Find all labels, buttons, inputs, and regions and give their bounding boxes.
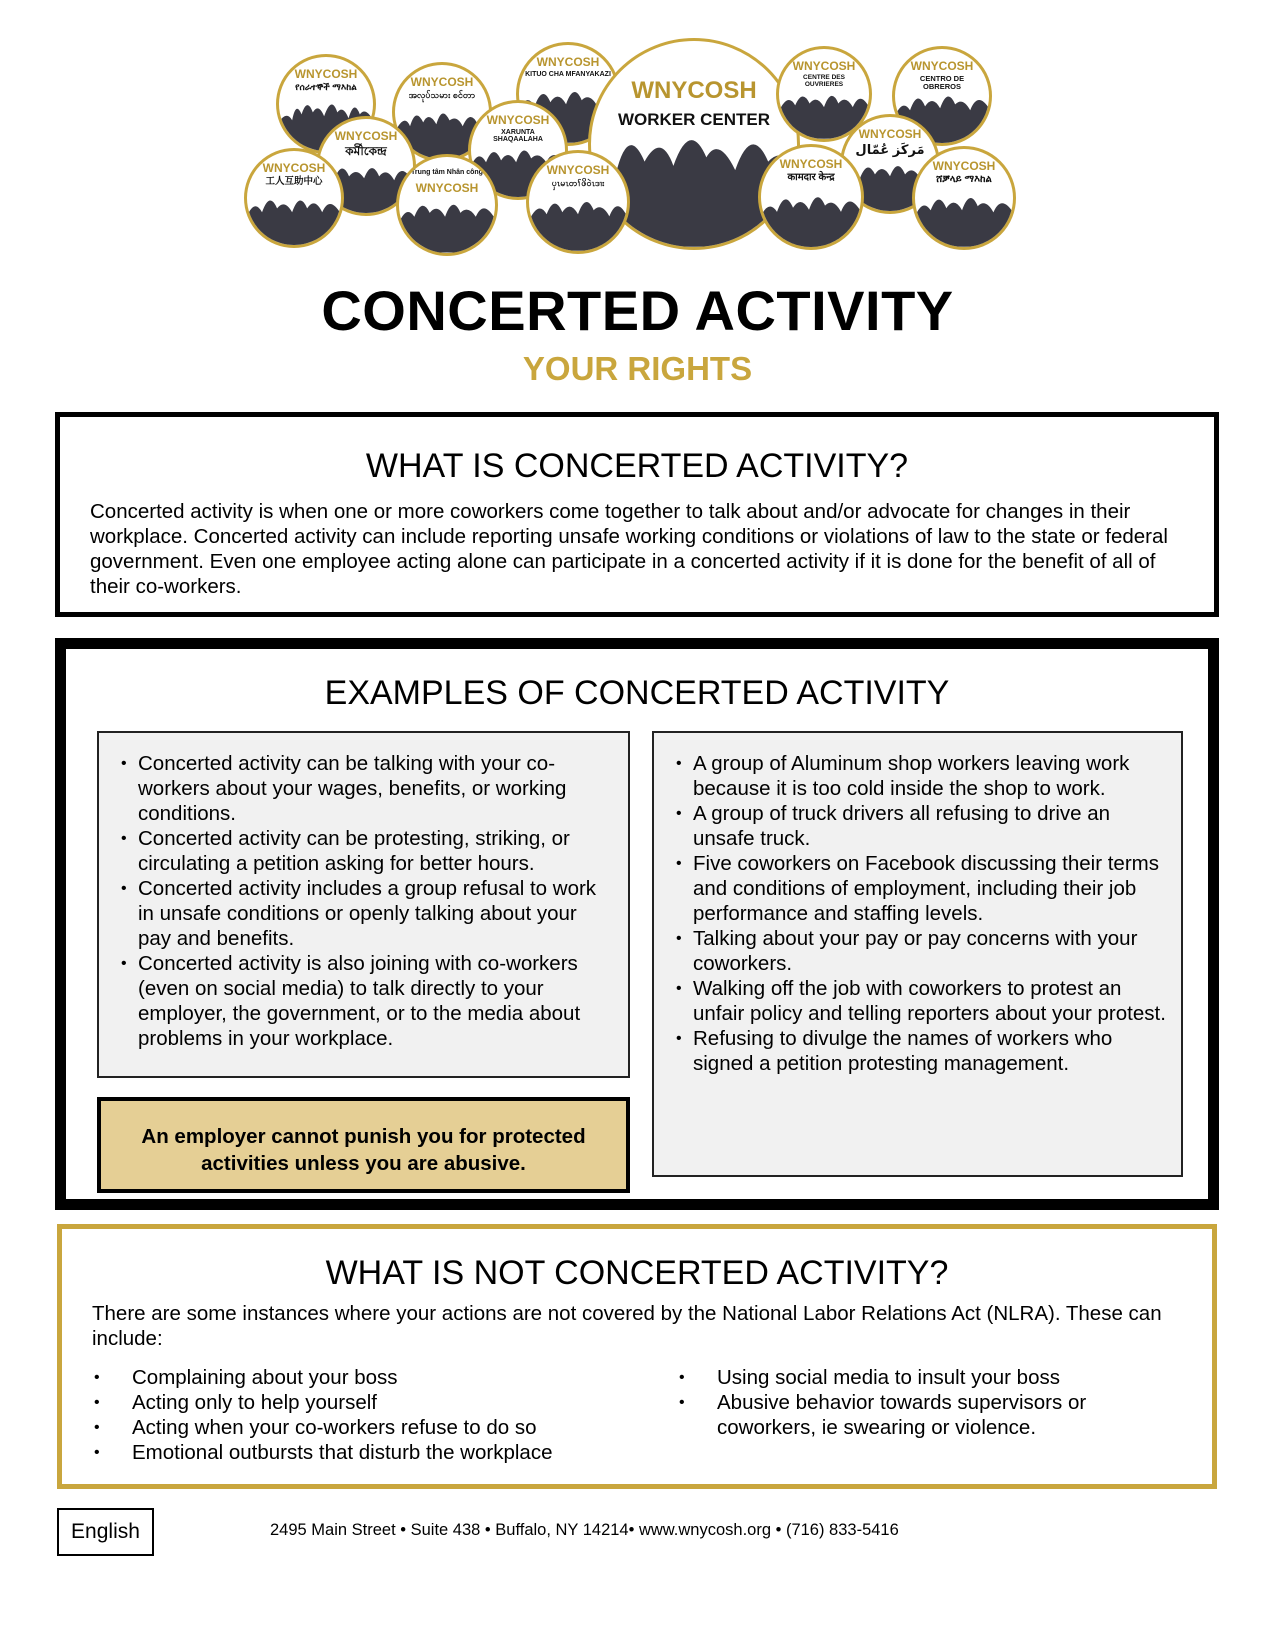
- crowd-silhouette-icon: [399, 193, 495, 253]
- what-is-section: [55, 412, 1219, 617]
- not-list-left: [92, 1365, 632, 1465]
- list-item: • Concerted activity is also joining with co-workers (even on social media) to talk directly to your employer, the government, or to the media about problems in your workplace.: [119, 951, 614, 1051]
- footer-address: 2495 Main Street • Suite 438 • Buffalo, NY 14214• www.wnycosh.org • (716) 833-5416: [270, 1521, 899, 1539]
- badge-sub: ပှၤမၤတၢ်ဖိဝဲၤဒၢး: [551, 178, 605, 188]
- protection-note: [97, 1097, 630, 1193]
- page-subtitle: YOUR RIGHTS: [522, 350, 753, 387]
- badge-sub: XARUNTA SHAQAALAHA: [493, 129, 543, 144]
- badge-name: WNYCOSH: [415, 181, 479, 195]
- list-item: • Emotional outbursts that disturb the workplace: [92, 1440, 632, 1465]
- language-badge: English: [57, 1508, 154, 1556]
- badge-sub: Trung tâm Nhân công: [411, 169, 483, 176]
- protection-note-text: An employer cannot punish you for protected activities unless you are abusive.: [141, 1125, 586, 1175]
- list-item: • Using social media to insult your boss: [677, 1365, 1187, 1390]
- badge-name: WNYCOSH: [779, 157, 843, 171]
- badge-name: WNYCOSH: [334, 129, 398, 143]
- badge-name: WNYCOSH: [536, 55, 600, 69]
- badge-sub: CENTRO DE OBREROS: [919, 74, 965, 91]
- badge-sub: 工人互助中心: [265, 176, 323, 187]
- examples-section: [55, 638, 1219, 1210]
- not-list-right: [677, 1365, 1187, 1440]
- list-item: • Acting only to help yourself: [92, 1390, 632, 1415]
- logo-badge: [758, 144, 864, 250]
- badge-name: WNYCOSH: [858, 127, 922, 141]
- examples-left-list: [119, 751, 614, 1051]
- badge-name: WNYCOSH: [546, 163, 610, 177]
- crowd-silhouette-icon: [915, 186, 1013, 247]
- list-item: • Five coworkers on Facebook discussing their terms and conditions of employment, including their job performance and staffing levels.: [674, 851, 1167, 926]
- not-concerted-section: [57, 1224, 1217, 1489]
- page-title: CONCERTED ACTIVITY: [321, 279, 954, 342]
- wnycosh-logo-cluster: [240, 28, 1060, 268]
- badge-sub: कामदार केन्द्र: [787, 172, 835, 183]
- badge-sub: مَركَز عُمّال: [855, 142, 925, 157]
- crowd-silhouette-icon: [529, 190, 627, 251]
- section-heading: EXAMPLES OF CONCERTED ACTIVITY: [324, 674, 950, 712]
- badge-sub: CENTRE DES OUVRIERES: [803, 74, 845, 88]
- list-item: • Walking off the job with coworkers to protest an unfair policy and telling reporters about your protest.: [674, 976, 1167, 1026]
- badge-name: WNYCOSH: [486, 113, 550, 127]
- examples-left-box: [97, 731, 630, 1078]
- logo-badge: [912, 146, 1016, 250]
- section-heading: WHAT IS CONCERTED ACTIVITY?: [365, 447, 909, 485]
- badge-sub: WORKER CENTER: [617, 110, 771, 129]
- crowd-silhouette-icon: [247, 187, 341, 245]
- list-item: • Concerted activity can be protesting, striking, or circulating a petition asking for better hours.: [119, 826, 614, 876]
- list-item: • Concerted activity can be talking with your co-workers about your wages, benefits, or working conditions.: [119, 751, 614, 826]
- section-body: Concerted activity is when one or more coworkers come together to talk about and/or advocate for changes in their workplace. Concerted activity can include reporting unsafe working conditions or violations of law to the state or federal government. Even one employee acting alone can participate in a concerted activity if it is done for the benefit of all of their co-workers.: [90, 500, 1168, 598]
- badge-name: WNYCOSH: [262, 161, 326, 175]
- list-item: • Acting when your co-workers refuse to do so: [92, 1415, 632, 1440]
- badge-name: WNYCOSH: [294, 67, 358, 81]
- list-item: • Refusing to divulge the names of workers who signed a petition protesting management.: [674, 1026, 1167, 1076]
- crowd-silhouette-icon: [761, 185, 861, 247]
- list-item: • Abusive behavior towards supervisors or coworkers, ie swearing or violence.: [677, 1390, 1187, 1440]
- badge-name: WNYCOSH: [932, 159, 996, 173]
- examples-right-box: [652, 731, 1183, 1177]
- badge-sub: কর্মীকেন্দ্র: [345, 144, 387, 158]
- logo-badge: [244, 148, 344, 248]
- list-item: • Complaining about your boss: [92, 1365, 632, 1390]
- logo-badge: [396, 154, 498, 256]
- examples-right-list: [674, 751, 1167, 1076]
- list-item: • A group of truck drivers all refusing to drive an unsafe truck.: [674, 801, 1167, 851]
- badge-name: WNYCOSH: [410, 75, 474, 89]
- badge-sub: အလုပ်သမား စင်တာ: [408, 90, 476, 100]
- list-item: • A group of Aluminum shop workers leaving work because it is too cold inside the shop to work.: [674, 751, 1167, 801]
- section-heading: WHAT IS NOT CONCERTED ACTIVITY?: [325, 1254, 949, 1292]
- badge-name: WNYCOSH: [910, 59, 974, 73]
- badge-sub: ሸቓላይ ማእከል: [936, 174, 992, 185]
- badge-name: WNYCOSH: [631, 77, 757, 104]
- badge-sub: የሰራተኞች ማእከል: [295, 82, 357, 92]
- badge-name: WNYCOSH: [792, 59, 856, 73]
- logo-badge: [526, 150, 630, 254]
- list-item: • Concerted activity includes a group refusal to work in unsafe conditions or openly talking about your pay and benefits.: [119, 876, 614, 951]
- section-intro: There are some instances where your actions are not covered by the National Labor Relations Act (NLRA). These can include:: [92, 1302, 1162, 1350]
- list-item: • Talking about your pay or pay concerns with your coworkers.: [674, 926, 1167, 976]
- badge-sub: KITUO CHA MFANYAKAZI: [525, 71, 611, 78]
